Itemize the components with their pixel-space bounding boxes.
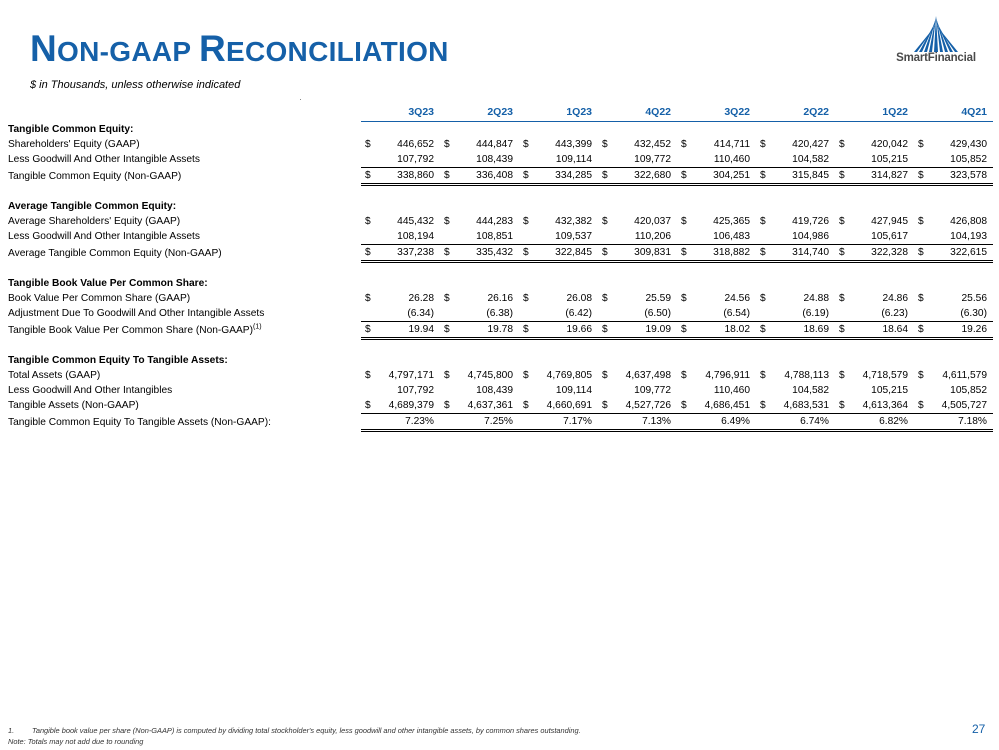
currency-symbol: $ bbox=[835, 398, 848, 414]
value-cell: 105,617 bbox=[871, 231, 908, 242]
row-label: Tangible Book Value Per Common Share (Non-GAAP)$^{(1)}$ bbox=[8, 323, 262, 336]
value-cell: 26.28 bbox=[408, 293, 434, 304]
currency-symbol bbox=[835, 414, 848, 431]
currency-symbol: $ bbox=[677, 322, 690, 339]
currency-symbol bbox=[598, 229, 611, 245]
value-cell: 18.64 bbox=[848, 322, 914, 339]
value-cell: 338,860 bbox=[374, 168, 440, 185]
value-cell: 109,537 bbox=[555, 231, 592, 242]
value-cell: 26.16 bbox=[487, 293, 513, 304]
value-cell: 4,745,800 bbox=[467, 370, 513, 381]
value-cell: (6.50) bbox=[644, 308, 671, 319]
currency-symbol: $ bbox=[440, 245, 453, 262]
value-cell: 4,797,171 bbox=[388, 370, 434, 381]
currency-symbol: $ bbox=[444, 216, 450, 227]
currency-symbol: $ bbox=[760, 293, 766, 304]
value-cell: 426,808 bbox=[950, 216, 987, 227]
currency-symbol bbox=[756, 306, 769, 322]
value-cell: 4,611,579 bbox=[942, 370, 987, 381]
value-cell: 309,831 bbox=[611, 245, 677, 262]
currency-symbol bbox=[440, 306, 453, 322]
value-cell: 429,430 bbox=[950, 139, 987, 150]
value-cell: 4,689,379 bbox=[374, 398, 440, 414]
table-row bbox=[6, 414, 993, 431]
value-cell: 19.94 bbox=[374, 322, 440, 339]
value-cell: 4,505,727 bbox=[927, 398, 993, 414]
value-cell: 104,582 bbox=[792, 385, 829, 396]
row-label: Less Goodwill And Other Intangibles bbox=[8, 385, 173, 396]
currency-symbol: $ bbox=[361, 168, 374, 185]
column-header: 2Q22 bbox=[756, 104, 835, 122]
value-cell: 105,852 bbox=[950, 385, 987, 396]
currency-symbol: $ bbox=[523, 139, 529, 150]
currency-symbol: $ bbox=[756, 398, 769, 414]
table-row bbox=[6, 214, 993, 229]
section-header-row bbox=[6, 353, 993, 368]
currency-symbol bbox=[519, 414, 532, 431]
value-cell: 314,827 bbox=[848, 168, 914, 185]
currency-symbol bbox=[598, 383, 611, 398]
value-cell: 108,439 bbox=[476, 154, 513, 165]
column-header: 3Q23 bbox=[361, 104, 440, 122]
value-cell: 318,882 bbox=[690, 245, 756, 262]
value-cell: 108,851 bbox=[476, 231, 513, 242]
currency-symbol: $ bbox=[839, 370, 845, 381]
currency-symbol: $ bbox=[598, 322, 611, 339]
value-cell: 18.02 bbox=[690, 322, 756, 339]
currency-symbol bbox=[361, 152, 374, 168]
currency-symbol: $ bbox=[681, 293, 687, 304]
value-cell: 104,582 bbox=[792, 154, 829, 165]
value-cell: 322,615 bbox=[927, 245, 993, 262]
value-cell: 4,718,579 bbox=[862, 370, 908, 381]
currency-symbol bbox=[835, 229, 848, 245]
page-number: 27 bbox=[972, 722, 986, 736]
currency-symbol bbox=[756, 152, 769, 168]
value-cell: 444,847 bbox=[476, 139, 513, 150]
row-label: Adjustment Due To Goodwill And Other Intangible Assets bbox=[8, 308, 265, 320]
row-label: Book Value Per Common Share (GAAP) bbox=[8, 293, 191, 304]
currency-symbol: $ bbox=[835, 322, 848, 339]
value-cell: 432,382 bbox=[555, 216, 592, 227]
currency-symbol bbox=[440, 383, 453, 398]
section-header: Tangible Common Equity To Tangible Assets: bbox=[8, 355, 228, 366]
table-row bbox=[6, 245, 993, 262]
section-spacer bbox=[6, 262, 993, 277]
currency-symbol: $ bbox=[602, 293, 608, 304]
value-cell: 6.74% bbox=[769, 414, 835, 431]
value-cell: 109,772 bbox=[634, 154, 671, 165]
currency-symbol: $ bbox=[361, 398, 374, 414]
currency-symbol bbox=[835, 306, 848, 322]
logo-wordmark: SmartFinancial bbox=[896, 52, 976, 64]
currency-symbol bbox=[756, 414, 769, 431]
currency-symbol: $ bbox=[602, 216, 608, 227]
currency-symbol bbox=[677, 152, 690, 168]
currency-symbol bbox=[835, 152, 848, 168]
currency-symbol bbox=[519, 306, 532, 322]
currency-symbol: $ bbox=[914, 322, 927, 339]
footnote-marker: (1) bbox=[253, 323, 262, 331]
currency-symbol: $ bbox=[365, 216, 371, 227]
currency-symbol bbox=[361, 306, 374, 322]
currency-symbol: $ bbox=[519, 322, 532, 339]
currency-symbol bbox=[914, 152, 927, 168]
value-cell: (6.30) bbox=[960, 308, 987, 319]
value-cell: 4,660,691 bbox=[532, 398, 598, 414]
currency-symbol: $ bbox=[440, 398, 453, 414]
currency-symbol: $ bbox=[523, 216, 529, 227]
currency-symbol bbox=[677, 383, 690, 398]
currency-symbol bbox=[914, 414, 927, 431]
value-cell: 335,432 bbox=[453, 245, 519, 262]
row-label: Average Tangible Common Equity (Non-GAAP) bbox=[8, 247, 222, 259]
row-label: Tangible Common Equity (Non-GAAP) bbox=[8, 170, 182, 182]
value-cell: (6.19) bbox=[802, 308, 829, 319]
value-cell: 109,114 bbox=[555, 154, 592, 165]
currency-symbol bbox=[914, 229, 927, 245]
currency-symbol: $ bbox=[440, 322, 453, 339]
currency-symbol bbox=[519, 152, 532, 168]
currency-symbol: $ bbox=[519, 245, 532, 262]
page-title: NON-GAAP RECONCILIATION bbox=[30, 28, 449, 69]
value-cell: 322,328 bbox=[848, 245, 914, 262]
value-cell: 420,037 bbox=[634, 216, 671, 227]
currency-symbol: $ bbox=[519, 168, 532, 185]
row-label: Shareholders' Equity (GAAP) bbox=[8, 139, 140, 150]
section-spacer bbox=[6, 339, 993, 354]
currency-symbol: $ bbox=[677, 168, 690, 185]
column-header: 1Q23 bbox=[519, 104, 598, 122]
value-cell: 19.09 bbox=[611, 322, 677, 339]
value-cell: 7.25% bbox=[453, 414, 519, 431]
value-cell: 109,772 bbox=[634, 385, 671, 396]
value-cell: 337,238 bbox=[374, 245, 440, 262]
value-cell: 18.69 bbox=[769, 322, 835, 339]
value-cell: 7.18% bbox=[927, 414, 993, 431]
value-cell: 7.13% bbox=[611, 414, 677, 431]
value-cell: 104,193 bbox=[950, 231, 987, 242]
currency-symbol: $ bbox=[839, 293, 845, 304]
value-cell: 19.26 bbox=[927, 322, 993, 339]
value-cell: 108,194 bbox=[397, 231, 434, 242]
currency-symbol: $ bbox=[523, 370, 529, 381]
value-cell: 4,788,113 bbox=[784, 370, 829, 381]
currency-symbol: $ bbox=[444, 370, 450, 381]
value-cell: 322,680 bbox=[611, 168, 677, 185]
table-row bbox=[6, 152, 993, 168]
currency-symbol: $ bbox=[760, 139, 766, 150]
currency-symbol: $ bbox=[914, 398, 927, 414]
currency-symbol: $ bbox=[365, 293, 371, 304]
value-cell: 444,283 bbox=[476, 216, 513, 227]
currency-symbol bbox=[361, 414, 374, 431]
value-cell: 443,399 bbox=[555, 139, 592, 150]
currency-symbol: $ bbox=[918, 370, 924, 381]
currency-symbol: $ bbox=[598, 245, 611, 262]
value-cell: 4,796,911 bbox=[705, 370, 750, 381]
currency-symbol: $ bbox=[835, 245, 848, 262]
currency-symbol: $ bbox=[361, 322, 374, 339]
value-cell: 110,206 bbox=[634, 231, 671, 242]
value-cell: 419,726 bbox=[792, 216, 829, 227]
currency-symbol bbox=[519, 383, 532, 398]
value-cell: 24.88 bbox=[803, 293, 829, 304]
value-cell: (6.34) bbox=[407, 308, 434, 319]
value-cell: 7.17% bbox=[532, 414, 598, 431]
value-cell: 445,432 bbox=[397, 216, 434, 227]
column-header-row bbox=[6, 104, 993, 122]
value-cell: 4,527,726 bbox=[611, 398, 677, 414]
currency-symbol bbox=[914, 383, 927, 398]
value-cell: 26.08 bbox=[566, 293, 592, 304]
currency-symbol bbox=[440, 229, 453, 245]
row-label: Tangible Assets (Non-GAAP) bbox=[8, 400, 139, 412]
currency-symbol: $ bbox=[598, 168, 611, 185]
currency-symbol: $ bbox=[677, 398, 690, 414]
value-cell: 105,852 bbox=[950, 154, 987, 165]
currency-symbol: $ bbox=[361, 245, 374, 262]
table-row bbox=[6, 322, 993, 339]
currency-symbol: $ bbox=[760, 216, 766, 227]
value-cell: 4,683,531 bbox=[769, 398, 835, 414]
section-header-row bbox=[6, 199, 993, 214]
currency-symbol: $ bbox=[760, 370, 766, 381]
value-cell: 420,427 bbox=[792, 139, 829, 150]
column-header: 4Q22 bbox=[598, 104, 677, 122]
column-header: 1Q22 bbox=[835, 104, 914, 122]
company-logo bbox=[884, 16, 988, 66]
currency-symbol: $ bbox=[835, 168, 848, 185]
currency-symbol bbox=[677, 414, 690, 431]
currency-symbol: $ bbox=[839, 216, 845, 227]
row-label: Total Assets (GAAP) bbox=[8, 370, 101, 381]
currency-symbol: $ bbox=[444, 139, 450, 150]
units-subtitle: $ in Thousands, unless otherwise indicated bbox=[30, 79, 241, 91]
value-cell: 425,365 bbox=[713, 216, 750, 227]
currency-symbol: $ bbox=[677, 245, 690, 262]
currency-symbol bbox=[598, 414, 611, 431]
currency-symbol bbox=[677, 229, 690, 245]
value-cell: 107,792 bbox=[397, 385, 434, 396]
row-label: Average Shareholders' Equity (GAAP) bbox=[8, 216, 181, 227]
value-cell: 336,408 bbox=[453, 168, 519, 185]
row-label: Tangible Common Equity To Tangible Assets (Non-GAAP): bbox=[8, 416, 271, 428]
table-row bbox=[6, 168, 993, 185]
section-spacer bbox=[6, 185, 993, 200]
currency-symbol bbox=[598, 306, 611, 322]
value-cell: 4,637,361 bbox=[453, 398, 519, 414]
value-cell: 6.49% bbox=[690, 414, 756, 431]
currency-symbol bbox=[440, 414, 453, 431]
currency-symbol: $ bbox=[681, 139, 687, 150]
value-cell: 19.66 bbox=[532, 322, 598, 339]
value-cell: 322,845 bbox=[532, 245, 598, 262]
value-cell: 4,637,498 bbox=[625, 370, 671, 381]
value-cell: (6.42) bbox=[565, 308, 592, 319]
column-header: 3Q22 bbox=[677, 104, 756, 122]
column-header: 2Q23 bbox=[440, 104, 519, 122]
value-cell: 432,452 bbox=[634, 139, 671, 150]
value-cell: 420,042 bbox=[871, 139, 908, 150]
row-label: Less Goodwill And Other Intangible Assets bbox=[8, 154, 200, 166]
currency-symbol: $ bbox=[681, 370, 687, 381]
rounding-note: Note: Totals may not add due to rounding bbox=[8, 737, 144, 746]
currency-symbol: $ bbox=[598, 398, 611, 414]
value-cell: 4,613,364 bbox=[848, 398, 914, 414]
value-cell: 110,460 bbox=[713, 385, 750, 396]
currency-symbol: $ bbox=[914, 168, 927, 185]
currency-symbol: $ bbox=[756, 245, 769, 262]
currency-symbol: $ bbox=[365, 370, 371, 381]
currency-symbol bbox=[361, 229, 374, 245]
currency-symbol: $ bbox=[440, 168, 453, 185]
value-cell: 315,845 bbox=[769, 168, 835, 185]
value-cell: 7.23% bbox=[374, 414, 440, 431]
value-cell: 108,439 bbox=[476, 385, 513, 396]
currency-symbol bbox=[440, 152, 453, 168]
reconciliation-table bbox=[6, 104, 993, 432]
value-cell: 25.56 bbox=[961, 293, 987, 304]
value-cell: 105,215 bbox=[871, 154, 908, 165]
currency-symbol: $ bbox=[523, 293, 529, 304]
currency-symbol: $ bbox=[602, 370, 608, 381]
value-cell: (6.38) bbox=[486, 308, 513, 319]
value-cell: 107,792 bbox=[397, 154, 434, 165]
value-cell: 427,945 bbox=[871, 216, 908, 227]
currency-symbol bbox=[677, 306, 690, 322]
row-label: Less Goodwill And Other Intangible Assets bbox=[8, 231, 200, 243]
footnote: 1. Tangible book value per share (Non-GAAP) is computed by dividing total stockholder's equity, less goodwill and other intangible assets, by common shares outstanding. bbox=[8, 726, 581, 735]
currency-symbol: $ bbox=[602, 139, 608, 150]
currency-symbol: $ bbox=[918, 216, 924, 227]
currency-symbol bbox=[598, 152, 611, 168]
value-cell: 4,769,805 bbox=[546, 370, 592, 381]
currency-symbol: $ bbox=[839, 139, 845, 150]
currency-symbol bbox=[361, 383, 374, 398]
logo-mark-icon bbox=[912, 16, 960, 52]
currency-symbol: $ bbox=[918, 293, 924, 304]
section-header: Tangible Book Value Per Common Share: bbox=[8, 278, 208, 289]
value-cell: 104,986 bbox=[792, 231, 829, 242]
value-cell: 6.82% bbox=[848, 414, 914, 431]
value-cell: 304,251 bbox=[690, 168, 756, 185]
value-cell: 334,285 bbox=[532, 168, 598, 185]
divider-dot bbox=[300, 99, 301, 100]
currency-symbol: $ bbox=[519, 398, 532, 414]
currency-symbol bbox=[835, 383, 848, 398]
currency-symbol: $ bbox=[914, 245, 927, 262]
section-header-row bbox=[6, 122, 993, 138]
value-cell: (6.54) bbox=[723, 308, 750, 319]
value-cell: 105,215 bbox=[871, 385, 908, 396]
currency-symbol: $ bbox=[681, 216, 687, 227]
value-cell: 110,460 bbox=[713, 154, 750, 165]
column-header: 4Q21 bbox=[914, 104, 993, 122]
value-cell: 25.59 bbox=[645, 293, 671, 304]
currency-symbol: $ bbox=[444, 293, 450, 304]
value-cell: 4,686,451 bbox=[690, 398, 756, 414]
currency-symbol bbox=[519, 229, 532, 245]
currency-symbol: $ bbox=[365, 139, 371, 150]
value-cell: 314,740 bbox=[769, 245, 835, 262]
table-row bbox=[6, 291, 993, 306]
currency-symbol: $ bbox=[756, 322, 769, 339]
value-cell: 106,483 bbox=[713, 231, 750, 242]
currency-symbol bbox=[914, 306, 927, 322]
table-row bbox=[6, 398, 993, 414]
value-cell: (6.23) bbox=[881, 308, 908, 319]
currency-symbol bbox=[756, 383, 769, 398]
currency-symbol: $ bbox=[756, 168, 769, 185]
table-row bbox=[6, 229, 993, 245]
table-row bbox=[6, 137, 993, 152]
table-row bbox=[6, 306, 993, 322]
currency-symbol bbox=[756, 229, 769, 245]
value-cell: 323,578 bbox=[927, 168, 993, 185]
value-cell: 24.56 bbox=[724, 293, 750, 304]
value-cell: 109,114 bbox=[555, 385, 592, 396]
currency-symbol: $ bbox=[918, 139, 924, 150]
section-header: Tangible Common Equity: bbox=[8, 124, 134, 135]
value-cell: 24.86 bbox=[882, 293, 908, 304]
section-header: Average Tangible Common Equity: bbox=[8, 201, 177, 212]
value-cell: 446,652 bbox=[397, 139, 434, 150]
value-cell: 19.78 bbox=[453, 322, 519, 339]
value-cell: 414,711 bbox=[713, 139, 750, 150]
section-header-row bbox=[6, 276, 993, 291]
table-row bbox=[6, 368, 993, 383]
table-row bbox=[6, 383, 993, 398]
